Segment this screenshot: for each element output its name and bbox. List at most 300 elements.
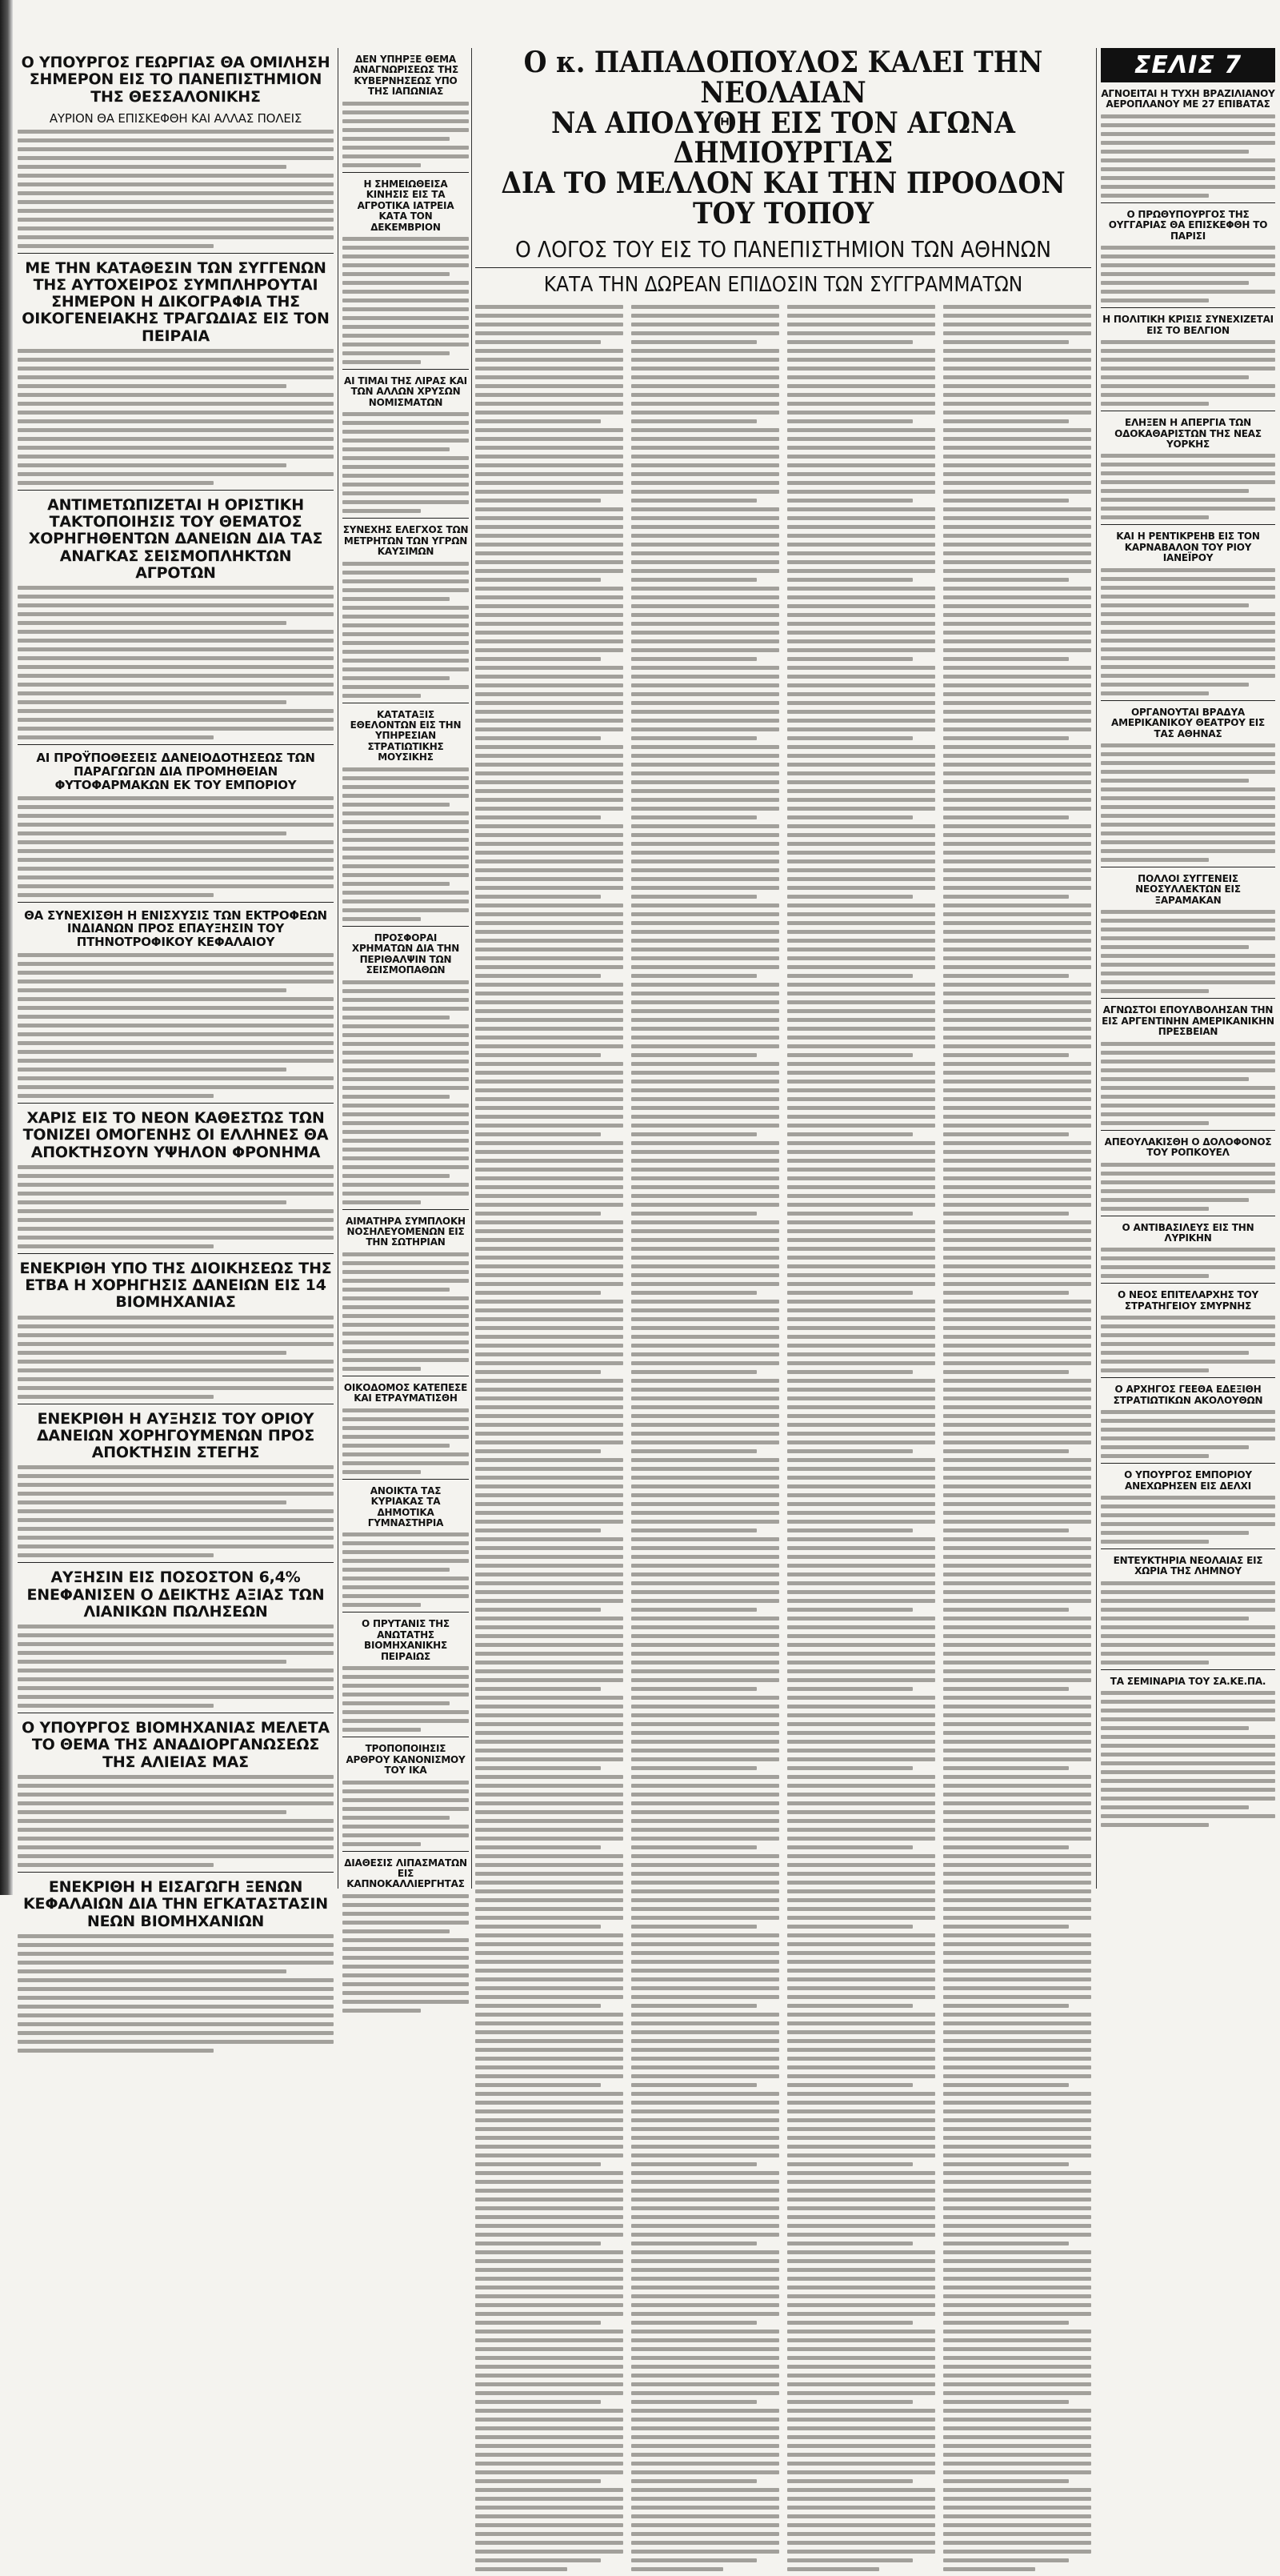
text-line [342, 1165, 469, 1169]
text-line [1101, 1112, 1275, 1116]
text-line [787, 446, 935, 450]
text-line [18, 2040, 334, 2044]
text-line [342, 785, 469, 789]
headline: Η ΠΟΛΙΤΙΚΗ ΚΡΙΣΙΣ ΣΥΝΕΧΙΖΕΤΑΙ ΕΙΣ ΤΟ ΒΕΛΓΙΟΝ [1102, 314, 1274, 336]
text-line [475, 2382, 623, 2386]
text-line [631, 2462, 779, 2466]
text-line [1101, 1717, 1275, 1721]
text-line [943, 798, 1091, 802]
text-line [1101, 858, 1209, 862]
text-line [631, 1546, 779, 1550]
text-line [943, 1264, 1091, 1268]
text-line [943, 833, 1091, 837]
text-line [342, 1417, 469, 1421]
text-line [787, 2338, 935, 2342]
text-line [342, 1288, 450, 1292]
text-line [943, 1986, 1091, 1990]
text-line [631, 895, 757, 899]
headline: ΘΑ ΣΥΝΕΧΙΣΘΗ Η ΕΝΙΣΧΥΣΙΣ ΤΩΝ ΕΚΤΡΟΦΕΩΝ ΙΝΔΙΑΝΩΝ ΠΡΟΣ ΕΠΑΥΞΗΣΙΝ ΤΟΥ ΠΤΗΝΟΤΡΟΦΙΚΟΥ ΚΕΦΑΛΑΙΟΥ [24, 907, 327, 950]
text-line [943, 1881, 1091, 1885]
text-line [787, 2409, 935, 2413]
text-line [1101, 1068, 1275, 1072]
headline: ΑΝΟΙΚΤΑ ΤΑΣ ΚΥΡΙΑΚΑΣ ΤΑ ΔΗΜΟΤΙΚΑ ΓΥΜΝΑΣΤΗΡΙΑ [367, 1484, 444, 1528]
text-line [475, 1044, 623, 1048]
text-line [631, 437, 779, 441]
text-line [631, 1467, 779, 1471]
text-line [787, 2118, 935, 2122]
text-line [943, 349, 1091, 353]
text-line [475, 1775, 623, 1779]
text-line [787, 2030, 935, 2034]
text-line [787, 2462, 935, 2466]
text-line [475, 2303, 623, 2307]
article-body [18, 1625, 334, 1708]
text-line [475, 1933, 623, 1937]
text-line [475, 1643, 623, 1647]
text-line [475, 1854, 623, 1858]
text-line [787, 2470, 935, 2474]
text-line [342, 1435, 469, 1439]
text-line [787, 1661, 935, 1665]
text-line [943, 1291, 1069, 1295]
text-line [787, 1176, 935, 1180]
text-line [943, 2488, 1091, 2492]
text-line [631, 1933, 779, 1937]
text-line [943, 1352, 1091, 1356]
text-line [1101, 498, 1275, 502]
text-line [342, 421, 469, 425]
text-line [943, 983, 1091, 987]
text-line [787, 1088, 935, 1092]
text-line [631, 1643, 779, 1647]
text-line [631, 1951, 779, 1955]
text-line [631, 1493, 779, 1497]
text-line [18, 472, 334, 476]
text-line [943, 771, 1091, 775]
text-line [943, 446, 1091, 450]
text-line [631, 1977, 779, 1981]
text-line [787, 1124, 935, 1128]
text-line [943, 1617, 1091, 1621]
text-line [631, 340, 757, 344]
text-line [631, 1854, 779, 1858]
text-line [943, 895, 1069, 899]
article-body [342, 980, 469, 1204]
text-line [1101, 1077, 1249, 1081]
text-line [475, 1960, 623, 1964]
text-line [787, 1546, 935, 1550]
text-line [943, 2382, 1091, 2386]
text-line [1101, 612, 1275, 616]
text-line [475, 2092, 623, 2096]
text-line [342, 1947, 469, 1951]
text-line [18, 1801, 334, 1805]
text-line [631, 1352, 779, 1356]
text-line [631, 2224, 779, 2228]
article-body [1101, 1248, 1275, 1278]
text-line [787, 349, 935, 353]
text-line [787, 1484, 935, 1488]
text-line [787, 1793, 935, 1797]
text-line [18, 1085, 334, 1089]
text-line [631, 1687, 757, 1691]
text-line [943, 2391, 1091, 2395]
text-line [943, 1722, 1091, 1726]
text-line [787, 314, 935, 318]
text-line [1101, 1590, 1275, 1594]
text-line [631, 1018, 779, 1022]
text-line [475, 2312, 623, 2316]
text-line [787, 675, 935, 679]
text-line [18, 980, 334, 984]
text-line [342, 1798, 469, 1802]
text-line [1101, 1805, 1249, 1809]
text-line [475, 2558, 601, 2562]
text-line [943, 2206, 1091, 2210]
text-line [631, 595, 779, 599]
text-line [475, 2426, 623, 2430]
text-line [631, 1308, 779, 1312]
text-line [1101, 1368, 1209, 1372]
text-line [787, 1044, 935, 1048]
text-line [631, 1528, 757, 1532]
text-line [475, 1484, 623, 1488]
text-line [943, 2083, 1069, 2087]
text-line [342, 483, 469, 487]
text-line [787, 1238, 935, 1242]
text-line [943, 2347, 1091, 2351]
headline: ΕΝΕΚΡΙΘΗ Η ΑΥΞΗΣΙΣ ΤΟΥ ΟΡΙΟΥ ΔΑΝΕΙΩΝ ΧΟΡΗΓΟΥΜΕΝΩΝ ΠΡΟΣ ΑΠΟΚΤΗΣΙΝ ΣΤΕΓΗΣ [36, 1409, 315, 1462]
text-line [631, 463, 779, 467]
text-line [18, 1050, 334, 1054]
text-line [943, 1097, 1091, 1101]
text-line [787, 2532, 935, 2536]
text-line [342, 650, 469, 654]
text-line [787, 1027, 935, 1031]
text-line [1101, 674, 1275, 678]
text-line [475, 2453, 623, 2457]
text-line [631, 1000, 779, 1004]
text-line [943, 1159, 1091, 1163]
text-line [1101, 1324, 1275, 1328]
text-line [943, 1502, 1091, 1506]
text-line [787, 992, 935, 996]
text-line [631, 2065, 779, 2069]
text-line [342, 1130, 469, 1134]
text-line [787, 1784, 935, 1788]
text-line [342, 1444, 450, 1448]
text-line [943, 1326, 1091, 1330]
text-line [943, 463, 1091, 467]
text-line [18, 182, 334, 186]
text-line [631, 2171, 779, 2175]
text-line [787, 1273, 935, 1277]
text-line [342, 447, 450, 451]
text-line [18, 727, 334, 731]
headline: ΑΙ ΠΡΟΫΠΟΘΕΣΕΙΣ ΔΑΝΕΙΟΔΟΤΗΣΕΩΣ ΤΩΝ ΠΑΡΑΓΩΓΩΝ ΔΙΑ ΠΡΟΜΗΘΕΙΑΝ ΦΥΤΟΦΑΡΜΑΚΩΝ ΕΚ ΤΟΥ ΕΜΠΟΡΙΟΥ [36, 751, 315, 792]
text-line [787, 859, 935, 863]
article-body [631, 305, 779, 2571]
text-line [787, 1687, 913, 1691]
text-line [943, 402, 1091, 406]
text-line [943, 525, 1091, 529]
text-line [787, 1405, 935, 1409]
text-line [475, 384, 623, 388]
main-story-body [475, 305, 1091, 2576]
text-line [787, 1300, 935, 1304]
text-line [943, 657, 1069, 661]
text-line [342, 1576, 469, 1580]
text-line [1101, 281, 1249, 285]
article-body [342, 1532, 469, 1607]
text-line [1101, 1342, 1275, 1346]
text-line [631, 2136, 779, 2140]
text-line [631, 560, 779, 564]
text-line [943, 314, 1091, 318]
text-line [631, 2004, 757, 2008]
text-line [18, 402, 334, 406]
text-line [787, 930, 935, 934]
text-line [943, 2453, 1091, 2457]
text-line [475, 1916, 623, 1920]
text-line [631, 1652, 779, 1656]
headline: ΚΑΙ Η ΡΕΝΤΙΚΡΕΗΒ ΕΙΣ ΤΟΝ ΚΑΡΝΑΒΑΛΟΝ ΤΟΥ ΡΙΟΥ ΙΑΝΕΪΡΟΥ [1116, 531, 1260, 564]
text-line [943, 1396, 1091, 1400]
text-line [18, 1377, 334, 1381]
text-line [475, 2514, 623, 2518]
text-line [943, 551, 1091, 555]
article-body [787, 305, 935, 2571]
text-line [943, 1766, 1069, 1770]
text-line [943, 2532, 1091, 2536]
text-line [787, 965, 935, 969]
article-body [1101, 246, 1275, 302]
text-line [342, 1710, 469, 1714]
text-line [631, 947, 779, 951]
text-line [475, 1572, 623, 1576]
text-line [787, 851, 935, 855]
text-line [342, 1007, 469, 1011]
text-line [943, 595, 1091, 599]
text-line [631, 551, 779, 555]
text-line [475, 472, 623, 476]
text-line [943, 965, 1091, 969]
text-line [475, 1977, 623, 1981]
text-line [1101, 1496, 1275, 1500]
text-line [787, 2241, 913, 2245]
text-line [475, 2365, 623, 2369]
text-line [475, 1141, 623, 1145]
text-line [631, 2180, 779, 2184]
text-line [631, 2312, 779, 2316]
text-line [18, 884, 334, 888]
text-line [342, 1358, 469, 1362]
text-line [943, 1977, 1091, 1981]
text-line [342, 659, 469, 663]
text-line [475, 701, 623, 705]
text-line [1101, 1207, 1209, 1211]
text-line [1101, 1744, 1275, 1748]
text-line [475, 1132, 601, 1136]
article-body [1101, 1581, 1275, 1665]
column-left [18, 48, 334, 1930]
text-line [631, 1062, 779, 1066]
text-line [342, 1033, 469, 1037]
text-line [475, 1969, 623, 1973]
text-line [631, 428, 779, 432]
text-line [475, 2497, 623, 2501]
text-line [475, 868, 623, 872]
text-line [787, 1335, 935, 1339]
text-line [631, 1793, 779, 1797]
text-line [475, 1220, 623, 1224]
text-line [631, 1872, 779, 1876]
text-line [787, 578, 913, 582]
text-line [943, 543, 1091, 547]
text-line [475, 2250, 623, 2254]
text-line [1101, 1086, 1275, 1090]
text-line [631, 2418, 779, 2422]
text-line [1101, 194, 1209, 198]
text-line [475, 2241, 601, 2245]
text-line [475, 1388, 623, 1392]
text-line [631, 965, 779, 969]
text-line [943, 1176, 1091, 1180]
text-line [787, 1969, 935, 1973]
text-line [787, 455, 935, 459]
text-line [342, 1104, 469, 1108]
text-line [1101, 254, 1275, 258]
text-line [342, 1982, 469, 1986]
text-line [787, 877, 935, 881]
text-line [18, 988, 286, 992]
text-line [18, 165, 286, 169]
text-line [18, 138, 334, 142]
article-body [342, 237, 469, 364]
text-line [943, 2171, 1091, 2175]
text-line [18, 849, 334, 853]
text-line [631, 1159, 779, 1163]
text-line [475, 1168, 623, 1172]
text-line [475, 305, 623, 309]
text-line [631, 455, 779, 459]
text-line [787, 736, 913, 740]
text-line [1101, 1608, 1275, 1612]
text-line [787, 1907, 935, 1911]
text-line [943, 1863, 1091, 1867]
text-line [631, 472, 779, 476]
text-line [787, 1511, 935, 1515]
text-line [943, 1220, 1091, 1224]
text-line [943, 393, 1091, 397]
text-line [943, 1423, 1091, 1427]
text-line [1101, 639, 1275, 643]
text-line [1101, 1042, 1275, 1046]
text-line [1101, 1788, 1275, 1792]
text-line [18, 1828, 334, 1832]
text-line [1101, 1172, 1275, 1176]
text-line [787, 1071, 935, 1075]
text-line [1101, 272, 1275, 276]
text-line [1101, 1360, 1275, 1364]
text-line [787, 2391, 935, 2395]
text-line [787, 428, 935, 432]
text-line [943, 877, 1091, 881]
text-line [1101, 367, 1275, 371]
text-line [18, 1775, 334, 1779]
text-line [787, 2259, 935, 2263]
text-line [631, 1925, 757, 1929]
text-line [342, 562, 469, 566]
text-line [475, 1705, 623, 1709]
text-line [787, 1872, 935, 1876]
text-line [943, 1969, 1091, 1973]
text-line [18, 1837, 334, 1841]
text-line [1101, 621, 1275, 625]
text-line [943, 1185, 1091, 1189]
text-line [18, 647, 334, 651]
article-body [18, 953, 334, 1098]
text-line [18, 858, 334, 862]
text-line [631, 1053, 757, 1057]
text-line [631, 358, 779, 362]
text-line [342, 606, 469, 610]
text-line [943, 2506, 1091, 2510]
text-line [475, 886, 623, 890]
text-line [1101, 349, 1275, 353]
text-line [787, 1572, 935, 1576]
text-line [1101, 743, 1275, 747]
article-body [18, 796, 334, 897]
text-line [342, 439, 469, 443]
text-line [475, 736, 601, 740]
text-line [943, 1608, 1069, 1612]
text-line [943, 1705, 1091, 1709]
main-headline-line: Ο κ. ΠΑΠΑΔΟΠΟΥΛΟΣ ΚΑΛΕΙ ΤΗΝ ΝΕΟΛΑΙΑΝ [523, 46, 1043, 110]
text-line [787, 1150, 935, 1154]
text-line [18, 419, 334, 423]
text-line [631, 1247, 779, 1251]
text-line [18, 1368, 334, 1372]
text-line [475, 2162, 601, 2166]
text-line [631, 2391, 779, 2395]
text-line [787, 657, 913, 661]
text-line [631, 1740, 779, 1744]
text-line [631, 2558, 757, 2562]
text-line [475, 639, 623, 643]
text-line [787, 2189, 935, 2193]
text-line [631, 1969, 779, 1973]
text-line [475, 1555, 623, 1559]
text-line [475, 1942, 623, 1946]
text-line [475, 1757, 623, 1761]
text-line [943, 710, 1091, 714]
text-line [1101, 823, 1275, 827]
text-line [475, 2286, 623, 2290]
text-line [475, 1273, 623, 1277]
text-line [631, 2215, 779, 2219]
text-line [342, 1452, 469, 1456]
text-line [475, 1053, 601, 1057]
text-line [631, 1766, 757, 1770]
text-line [18, 1819, 334, 1823]
text-line [475, 1124, 623, 1128]
text-line [475, 375, 623, 379]
text-line [475, 965, 623, 969]
text-line [475, 1000, 623, 1004]
text-line [1101, 630, 1275, 634]
text-line [18, 630, 334, 634]
